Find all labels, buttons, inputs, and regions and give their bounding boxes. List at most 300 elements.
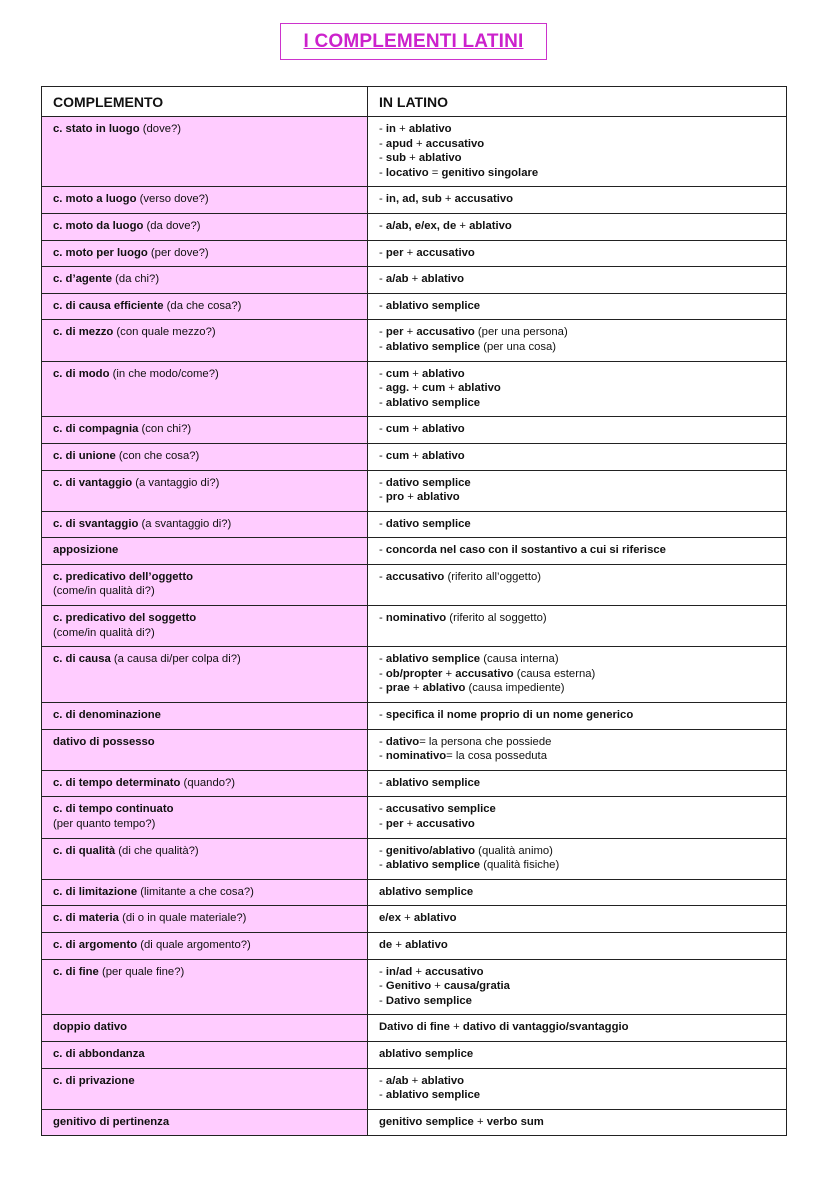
cell-line [379,325,775,340]
plain-text: - [379,340,386,353]
plain-text: + [473,1115,487,1128]
bold-text: c. di compagnia [53,423,139,436]
complement-cell [42,838,368,879]
plain-text: - [379,246,386,259]
cell-line [379,543,775,558]
table-row [42,267,787,294]
table-row [42,213,787,240]
bold-text: c. moto da luogo [53,219,144,232]
cell-line [53,885,356,900]
plain-text: - [379,803,386,816]
plain-text: (con che cosa?) [115,449,200,462]
complement-cell [42,443,368,470]
cell-line [53,543,356,558]
plain-text: - [379,382,386,395]
latin-cell [368,267,787,294]
bold-text: c. predicativo del soggetto [53,612,197,625]
bold-text: in/ad [385,965,413,978]
plain-text: (come/in qualità di?) [53,626,155,639]
cell-line [379,340,775,355]
plain-text: - [379,396,386,409]
bold-text: per [385,818,404,830]
complement-cell [42,1068,368,1109]
cell-line [379,911,775,926]
cell-line [53,965,356,980]
bold-text: nominativo [385,750,447,763]
plain-text: + [442,667,456,680]
cell-line [379,367,775,382]
plain-text: - [379,994,386,1007]
latin-cell [368,1068,787,1109]
bold-text: a/ab [385,273,409,286]
cell-line [379,965,775,980]
plain-text: + [408,273,422,286]
latin-cell [368,417,787,444]
bold-text: c. di causa efficiente [53,299,164,312]
plain-text: (verso dove?) [136,193,209,206]
complement-cell [42,906,368,933]
cell-line [53,517,356,532]
complement-cell [42,564,368,605]
bold-text: agg. [385,382,410,395]
latin-cell [368,1109,787,1136]
bold-text: ablativo semplice [379,885,474,898]
plain-text: - [379,859,386,872]
bold-text: accusativo [425,965,484,978]
plain-text: (per quale fine?) [98,965,185,978]
plain-text: (in che modo/come?) [109,367,219,380]
plain-text: - [379,750,386,763]
plain-text: (causa esterna) [513,667,596,680]
cell-line [53,299,356,314]
bold-text: specifica il nome proprio di un nome generico [385,709,634,722]
bold-text: genitivo semplice [379,1115,474,1128]
bold-text: accusativo [416,326,475,339]
table-row [42,729,787,770]
cell-line [379,667,775,682]
cell-line [379,1047,775,1062]
cell-line [53,776,356,791]
latin-cell [368,906,787,933]
plain-text: (di quale argomento?) [137,938,251,951]
cell-line [379,449,775,464]
cell-line [53,192,356,207]
bold-text: cum [385,449,410,462]
cell-line [53,802,356,817]
bold-text: c. moto per luogo [53,246,148,259]
plain-text: + [412,965,426,978]
cell-line [379,817,775,832]
complement-cell [42,606,368,647]
plain-text: (di che qualità?) [115,844,199,857]
bold-text: locativo [385,166,429,179]
table-row [42,1041,787,1068]
plain-text: + [456,219,470,232]
bold-text: cum [385,423,410,436]
cell-line [379,802,775,817]
bold-text: genitivo singolare [441,166,539,179]
plain-text: - [379,1089,386,1102]
bold-text: accusativo [416,246,475,259]
plain-text: - [379,326,386,339]
cell-line [379,517,775,532]
plain-text: - [379,166,386,179]
bold-text: c. moto a luogo [53,193,137,206]
plain-text: - [379,653,386,666]
bold-text: dativo di vantaggio/svantaggio [462,1021,629,1034]
cell-line [379,776,775,791]
plain-text: - [379,476,386,489]
bold-text: genitivo di pertinenza [53,1115,170,1128]
plain-text: - [379,570,386,583]
bold-text: ablativo semplice [385,776,481,789]
table-row [42,932,787,959]
bold-text: ablativo [405,938,448,951]
plain-text: + [401,912,414,925]
cell-line [53,817,356,832]
bold-text: ablativo [422,423,465,436]
plain-text: - [379,980,386,993]
plain-text: (qualità animo) [475,844,553,857]
bold-text: ablativo semplice [379,1047,474,1060]
plain-text: + [441,193,455,206]
cell-line [53,219,356,234]
plain-text: + [449,1021,463,1034]
header-in-latino: IN LATINO [368,87,787,117]
latin-cell [368,647,787,703]
cell-line [379,299,775,314]
latin-cell [368,959,787,1015]
plain-text: - [379,1074,386,1087]
plain-text: - [379,709,386,722]
bold-text: in [385,123,396,135]
table-row [42,538,787,565]
bold-text: dativo [385,735,420,748]
plain-text: (come/in qualità di?) [53,585,155,598]
bold-text: ablativo [458,382,501,395]
cell-line [53,708,356,723]
plain-text: - [379,844,386,857]
cell-line [53,272,356,287]
complement-cell [42,117,368,187]
cell-line [379,611,775,626]
latin-cell [368,320,787,361]
cell-line [379,476,775,491]
cell-line [379,151,775,166]
plain-text: + [409,382,423,395]
cell-line [379,994,775,1009]
complement-cell [42,320,368,361]
plain-text: - [379,612,386,625]
plain-text: - [379,299,386,312]
plain-text: + [408,1074,422,1087]
table-row [42,240,787,267]
cell-line [53,1115,356,1130]
cell-line [379,938,775,953]
latin-cell [368,511,787,538]
bold-text: ablativo [413,912,457,925]
plain-text: (riferito al soggetto) [446,612,547,625]
plain-text: + [412,137,426,150]
table-body [42,117,787,1136]
bold-text: e/ex [379,912,401,925]
bold-text: c. di fine [53,965,99,978]
latin-cell [368,538,787,565]
complement-cell [42,538,368,565]
table-row [42,443,787,470]
bold-text: ablativo [422,367,465,380]
cell-line [53,122,356,137]
latin-cell [368,703,787,730]
complement-cell [42,932,368,959]
plain-text: (quando?) [180,776,236,789]
bold-text: causa/gratia [443,980,510,993]
table-row [42,703,787,730]
cell-line [379,381,775,396]
plain-text: + [403,326,417,339]
cell-line [53,570,356,585]
plain-text: + [409,367,423,380]
plain-text: = la cosa posseduta [446,750,547,763]
table-row [42,838,787,879]
table-row [42,320,787,361]
cell-line [379,137,775,152]
table-row [42,361,787,417]
cell-line [379,122,775,137]
plain-text: (da chi?) [112,273,160,286]
cell-line [379,219,775,234]
plain-text: (a svantaggio di?) [138,517,232,530]
complement-cell [42,240,368,267]
plain-text: - [379,423,386,436]
bold-text: Dativo semplice [385,994,472,1007]
cell-line [53,844,356,859]
table-row [42,470,787,511]
plain-text: (dove?) [139,123,182,135]
table-row [42,770,787,797]
bold-text: de [379,938,393,951]
header-complemento: COMPLEMENTO [42,87,368,117]
bold-text: c. stato in luogo [53,123,140,135]
bold-text: c. d’agente [53,273,113,286]
bold-text: c. predicativo dell’oggetto [53,570,193,583]
plain-text: + [409,423,423,436]
table-row [42,511,787,538]
bold-text: accusativo semplice [385,803,496,816]
plain-text: - [379,667,386,680]
plain-text: - [379,273,386,286]
complement-cell [42,1109,368,1136]
bold-text: prae [385,682,410,695]
bold-text: sub [385,152,406,165]
latin-cell [368,361,787,417]
cell-line [379,422,775,437]
latin-cell [368,838,787,879]
bold-text: ablativo [421,1074,465,1087]
bold-text: c. di tempo continuato [53,803,174,816]
bold-text: cum [385,367,410,380]
plain-text: + [409,682,423,695]
latin-cell [368,770,787,797]
plain-text: + [406,152,419,165]
bold-text: c. di privazione [53,1074,135,1087]
complement-cell [42,1041,368,1068]
bold-text: Dativo di fine [379,1021,450,1034]
cell-line [53,1020,356,1035]
plain-text: - [379,152,386,165]
plain-text: + [445,382,459,395]
plain-text: - [379,735,386,748]
bold-text: dativo semplice [385,476,471,489]
complement-cell [42,703,368,730]
cell-line [53,652,356,667]
plain-text: - [379,682,386,695]
latin-cell [368,564,787,605]
plain-text: + [404,491,417,504]
cell-line [379,192,775,207]
bold-text: c. di causa [53,653,111,666]
table-row [42,564,787,605]
complement-cell [42,879,368,906]
plain-text: (per dove?) [147,246,209,259]
plain-text: (per una cosa) [480,340,557,353]
cell-line [379,708,775,723]
bold-text: Genitivo [385,980,432,993]
cell-line [379,681,775,696]
bold-text: accusativo [425,137,485,150]
plain-text: (da dove?) [143,219,201,232]
bold-text: c. di argomento [53,938,138,951]
plain-text: - [379,123,386,135]
bold-text: c. di tempo determinato [53,776,181,789]
cell-line [379,570,775,585]
latin-cell [368,187,787,214]
latin-cell [368,879,787,906]
bold-text: accusativo [455,667,514,680]
cell-line [53,735,356,750]
table-row [42,117,787,187]
cell-line [379,844,775,859]
plain-text: = la persona che possiede [419,735,552,748]
plain-text: - [379,219,386,232]
bold-text: pro [385,491,405,504]
latin-cell [368,470,787,511]
complement-cell [42,470,368,511]
cell-line [53,938,356,953]
table-row [42,1109,787,1136]
latin-cell [368,443,787,470]
bold-text: cum [422,382,446,395]
table-row [42,606,787,647]
latin-cell [368,1041,787,1068]
bold-text: ablativo [422,449,465,462]
table-row [42,187,787,214]
cell-line [379,166,775,181]
complement-cell [42,187,368,214]
cell-line [379,652,775,667]
bold-text: accusativo [416,818,475,830]
plain-text: - [379,818,386,830]
cell-line [379,1074,775,1089]
latin-cell [368,293,787,320]
complements-table [41,86,787,1136]
bold-text: in, ad, sub [385,193,442,206]
cell-line [53,911,356,926]
table-row [42,1015,787,1042]
bold-text: concorda nel caso con il sostantivo a cui si riferisce [385,544,666,557]
plain-text: + [403,818,417,830]
cell-line [379,246,775,261]
table-row [42,417,787,444]
table-header-row [42,87,787,117]
bold-text: apud [385,137,413,150]
plain-text: (riferito all’oggetto) [444,570,542,583]
plain-text: (per quanto tempo?) [53,818,156,830]
bold-text: ob/propter [385,667,443,680]
bold-text: ablativo [418,152,462,165]
bold-text: c. di materia [53,912,119,925]
plain-text: (di o in quale materiale?) [118,912,247,925]
latin-cell [368,1015,787,1042]
plain-text: - [379,193,386,206]
plain-text: (con chi?) [138,423,192,436]
plain-text: (a causa di/per colpa di?) [110,653,241,666]
bold-text: a/ab [385,1074,409,1087]
complement-cell [42,267,368,294]
table-row [42,293,787,320]
cell-line [379,396,775,411]
bold-text: dativo semplice [385,517,471,530]
bold-text: c. di qualità [53,844,116,857]
cell-line [53,611,356,626]
complement-cell [42,213,368,240]
bold-text: accusativo [454,193,514,206]
bold-text: dativo di possesso [53,735,155,748]
cell-line [53,476,356,491]
table-row [42,959,787,1015]
cell-line [53,422,356,437]
latin-cell [368,240,787,267]
plain-text: = [428,166,442,179]
bold-text: ablativo semplice [385,396,481,409]
bold-text: apposizione [53,544,119,557]
bold-text: ablativo semplice [385,653,481,666]
latin-cell [368,797,787,838]
complement-cell [42,1015,368,1042]
bold-text: doppio dativo [53,1021,128,1034]
title-box [280,23,547,60]
bold-text: c. di svantaggio [53,517,139,530]
plain-text: (a vantaggio di?) [132,476,220,489]
complement-cell [42,417,368,444]
cell-line [53,584,356,599]
bold-text: ablativo [469,219,512,232]
plain-text: - [379,137,386,150]
plain-text: (causa interna) [480,653,559,666]
bold-text: ablativo [416,491,460,504]
bold-text: a/ab, e/ex, de [385,219,457,232]
plain-text: (da che cosa?) [163,299,242,312]
plain-text: - [379,776,386,789]
complement-cell [42,361,368,417]
latin-cell [368,606,787,647]
page-title: I COMPLEMENTI LATINI [303,30,524,52]
bold-text: ablativo [408,123,452,135]
plain-text: - [379,367,386,380]
plain-text: - [379,965,386,978]
complement-cell [42,647,368,703]
plain-text: (per una persona) [474,326,568,339]
